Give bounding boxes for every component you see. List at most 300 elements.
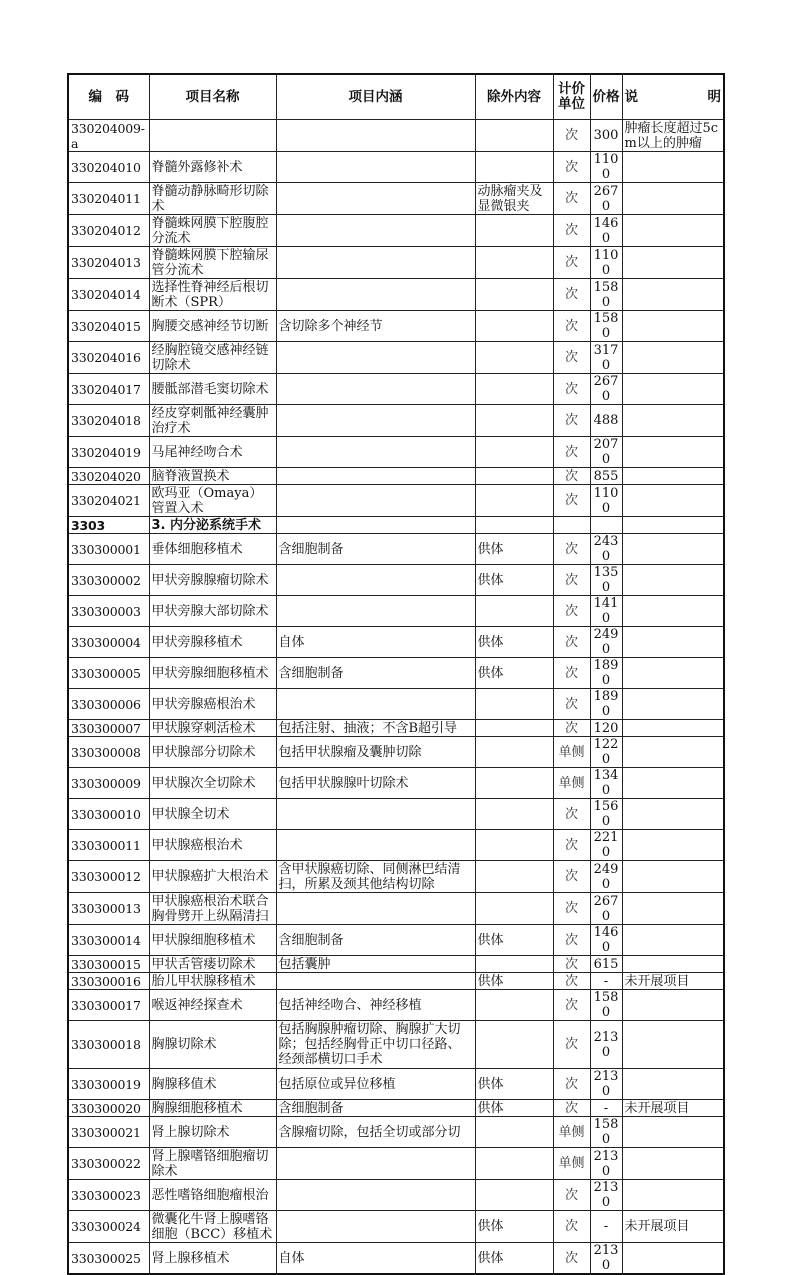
unit-cell: 次 — [553, 374, 590, 405]
code-cell: 330300014 — [68, 925, 149, 956]
code-cell: 330300017 — [68, 990, 149, 1021]
note-cell: 未开展项目 — [622, 1211, 724, 1243]
excluded-cell — [475, 374, 553, 405]
price-table — [67, 73, 725, 1275]
content-cell — [276, 830, 475, 861]
price-cell: 2130 — [590, 1148, 622, 1180]
table-row — [68, 596, 724, 627]
code-cell: 330300011 — [68, 830, 149, 861]
excluded-cell: 供体 — [475, 973, 553, 990]
price-cell: 1580 — [590, 279, 622, 311]
price-cell: 2130 — [590, 1069, 622, 1100]
note-cell — [622, 830, 724, 861]
code-cell: 330300020 — [68, 1100, 149, 1117]
table-row — [68, 374, 724, 405]
content-cell: 含甲状腺癌切除、同侧淋巴结清扫，所累及颈其他结构切除 — [276, 861, 475, 893]
excluded-cell — [475, 311, 553, 342]
table-row — [68, 342, 724, 374]
table-row — [68, 534, 724, 565]
note-cell — [622, 311, 724, 342]
unit-cell: 次 — [553, 1180, 590, 1211]
unit-cell: 次 — [553, 183, 590, 215]
excluded-cell: 供体 — [475, 534, 553, 565]
price-cell: 2670 — [590, 893, 622, 925]
note-cell — [622, 342, 724, 374]
code-cell: 330300010 — [68, 799, 149, 830]
price-cell: 2070 — [590, 437, 622, 468]
note-cell — [622, 768, 724, 799]
note-cell — [622, 183, 724, 215]
content-cell: 含细胞制备 — [276, 658, 475, 689]
name-cell: 脊髓蛛网膜下腔腹腔分流术 — [149, 215, 276, 247]
unit-cell: 次 — [553, 1243, 590, 1275]
note-cell — [622, 517, 724, 534]
content-cell — [276, 342, 475, 374]
note-cell — [622, 215, 724, 247]
name-cell: 甲状旁腺大部切除术 — [149, 596, 276, 627]
table-row — [68, 1148, 724, 1180]
table-body — [68, 120, 724, 1275]
content-cell — [276, 1180, 475, 1211]
note-cell — [622, 1021, 724, 1069]
note-cell — [622, 596, 724, 627]
header-note-left: 说 — [624, 88, 638, 105]
name-cell: 甲状舌管瘘切除术 — [149, 956, 276, 973]
code-cell: 330204015 — [68, 311, 149, 342]
excluded-cell — [475, 405, 553, 437]
code-cell: 330300006 — [68, 689, 149, 720]
table-row — [68, 485, 724, 517]
price-cell: 1350 — [590, 565, 622, 596]
content-cell — [276, 215, 475, 247]
unit-cell: 次 — [553, 311, 590, 342]
excluded-cell — [475, 215, 553, 247]
unit-cell: 次 — [553, 342, 590, 374]
content-cell: 包括甲状腺腺叶切除术 — [276, 768, 475, 799]
excluded-cell: 供体 — [475, 925, 553, 956]
excluded-cell — [475, 279, 553, 311]
price-cell: - — [590, 1211, 622, 1243]
excluded-cell — [475, 737, 553, 768]
note-cell — [622, 893, 724, 925]
note-cell — [622, 565, 724, 596]
content-cell — [276, 893, 475, 925]
content-cell — [276, 596, 475, 627]
note-cell — [622, 627, 724, 658]
price-cell: 1460 — [590, 215, 622, 247]
code-cell: 330300023 — [68, 1180, 149, 1211]
code-cell: 330204021 — [68, 485, 149, 517]
name-cell: 胸腺细胞移植术 — [149, 1100, 276, 1117]
note-cell — [622, 374, 724, 405]
note-cell — [622, 247, 724, 279]
excluded-cell — [475, 1021, 553, 1069]
code-cell: 330300015 — [68, 956, 149, 973]
code-cell: 330204020 — [68, 468, 149, 485]
unit-cell: 单侧 — [553, 737, 590, 768]
price-cell: 1890 — [590, 658, 622, 689]
note-cell — [622, 1148, 724, 1180]
price-cell: 1340 — [590, 768, 622, 799]
content-cell — [276, 799, 475, 830]
table-row — [68, 437, 724, 468]
note-cell — [622, 534, 724, 565]
table-row — [68, 152, 724, 183]
table-row — [68, 627, 724, 658]
table-row — [68, 183, 724, 215]
excluded-cell — [475, 468, 553, 485]
excluded-cell — [475, 893, 553, 925]
table-row — [68, 247, 724, 279]
excluded-cell — [475, 342, 553, 374]
price-cell: 1460 — [590, 925, 622, 956]
content-cell: 含切除多个神经节 — [276, 311, 475, 342]
note-cell — [622, 861, 724, 893]
table-row — [68, 565, 724, 596]
table-row — [68, 1211, 724, 1243]
content-cell: 包括胸腺肿瘤切除、胸腺扩大切除；包括经胸骨正中切口径路、经颈部横切口手术 — [276, 1021, 475, 1069]
code-cell: 330300013 — [68, 893, 149, 925]
code-cell: 330204013 — [68, 247, 149, 279]
excluded-cell: 供体 — [475, 627, 553, 658]
excluded-cell: 供体 — [475, 1243, 553, 1275]
excluded-cell: 供体 — [475, 565, 553, 596]
price-cell: 2490 — [590, 861, 622, 893]
note-cell — [622, 437, 724, 468]
table-row — [68, 658, 724, 689]
name-cell: 肾上腺移植术 — [149, 1243, 276, 1275]
excluded-cell — [475, 720, 553, 737]
header-note-right: 明 — [707, 88, 721, 105]
note-cell — [622, 990, 724, 1021]
note-cell: 肿瘤长度超过5cm以上的肿瘤 — [622, 120, 724, 152]
name-cell: 甲状旁腺移植术 — [149, 627, 276, 658]
unit-cell: 次 — [553, 893, 590, 925]
note-cell: 未开展项目 — [622, 1100, 724, 1117]
table-row — [68, 925, 724, 956]
excluded-cell: 供体 — [475, 1211, 553, 1243]
content-cell — [276, 279, 475, 311]
content-cell — [276, 689, 475, 720]
price-cell: 1410 — [590, 596, 622, 627]
content-cell: 含细胞制备 — [276, 925, 475, 956]
content-cell — [276, 247, 475, 279]
excluded-cell — [475, 517, 553, 534]
excluded-cell — [475, 247, 553, 279]
content-cell — [276, 437, 475, 468]
name-cell: 胸腰交感神经节切断 — [149, 311, 276, 342]
price-cell: 1580 — [590, 311, 622, 342]
code-cell: 330300024 — [68, 1211, 149, 1243]
note-cell — [622, 152, 724, 183]
table-row — [68, 120, 724, 152]
table-row — [68, 468, 724, 485]
price-cell — [590, 517, 622, 534]
excluded-cell — [475, 1148, 553, 1180]
price-cell: 3170 — [590, 342, 622, 374]
name-cell: 甲状腺部分切除术 — [149, 737, 276, 768]
header-excluded: 除外内容 — [475, 74, 553, 120]
unit-cell: 次 — [553, 658, 590, 689]
price-cell: - — [590, 1100, 622, 1117]
unit-cell: 次 — [553, 973, 590, 990]
table-row — [68, 1069, 724, 1100]
price-cell: 300 — [590, 120, 622, 152]
unit-cell: 次 — [553, 534, 590, 565]
name-cell: 甲状腺次全切除术 — [149, 768, 276, 799]
unit-cell: 次 — [553, 990, 590, 1021]
table-row — [68, 1180, 724, 1211]
table-row — [68, 1100, 724, 1117]
note-cell — [622, 468, 724, 485]
name-cell: 微囊化牛肾上腺嗜铬细胞（BCC）移植术 — [149, 1211, 276, 1243]
note-cell — [622, 485, 724, 517]
price-cell: 2130 — [590, 1180, 622, 1211]
name-cell: 甲状旁腺细胞移植术 — [149, 658, 276, 689]
unit-cell: 单侧 — [553, 1117, 590, 1148]
content-cell: 包括神经吻合、神经移植 — [276, 990, 475, 1021]
name-cell: 经胸腔镜交感神经链切除术 — [149, 342, 276, 374]
table-row — [68, 689, 724, 720]
name-cell: 腰骶部潜毛窦切除术 — [149, 374, 276, 405]
unit-cell: 次 — [553, 720, 590, 737]
price-cell: 1580 — [590, 1117, 622, 1148]
content-cell: 自体 — [276, 627, 475, 658]
excluded-cell — [475, 1180, 553, 1211]
name-cell: 经皮穿刺骶神经囊肿治疗术 — [149, 405, 276, 437]
code-cell: 330204011 — [68, 183, 149, 215]
unit-cell: 次 — [553, 596, 590, 627]
table-row — [68, 861, 724, 893]
table-row — [68, 799, 724, 830]
name-cell: 选择性脊神经后根切断术（SPR） — [149, 279, 276, 311]
table-row — [68, 893, 724, 925]
content-cell: 包括囊肿 — [276, 956, 475, 973]
code-cell: 330204012 — [68, 215, 149, 247]
name-cell: 欧玛亚（Omaya）管置入术 — [149, 485, 276, 517]
content-cell: 包括注射、抽液；不含B超引导 — [276, 720, 475, 737]
unit-cell: 单侧 — [553, 768, 590, 799]
note-cell — [622, 1069, 724, 1100]
excluded-cell: 供体 — [475, 658, 553, 689]
price-cell: 2670 — [590, 183, 622, 215]
name-cell — [149, 120, 276, 152]
name-cell: 甲状腺癌根治术联合胸骨劈开上纵隔清扫 — [149, 893, 276, 925]
note-cell — [622, 405, 724, 437]
section-row — [68, 517, 724, 534]
code-cell: 330300008 — [68, 737, 149, 768]
note-cell — [622, 1243, 724, 1275]
unit-cell: 次 — [553, 627, 590, 658]
unit-cell: 次 — [553, 215, 590, 247]
note-cell — [622, 1117, 724, 1148]
code-cell: 330300001 — [68, 534, 149, 565]
name-cell: 胸腺移值术 — [149, 1069, 276, 1100]
header-name: 项目名称 — [149, 74, 276, 120]
name-cell: 甲状腺穿刺活检术 — [149, 720, 276, 737]
content-cell: 含细胞制备 — [276, 534, 475, 565]
unit-cell: 次 — [553, 437, 590, 468]
code-cell: 330204010 — [68, 152, 149, 183]
table-row — [68, 720, 724, 737]
price-cell: 2130 — [590, 1021, 622, 1069]
excluded-cell — [475, 830, 553, 861]
table-row — [68, 737, 724, 768]
price-cell: 1220 — [590, 737, 622, 768]
content-cell — [276, 485, 475, 517]
unit-cell: 次 — [553, 1069, 590, 1100]
code-cell: 330204019 — [68, 437, 149, 468]
name-cell: 脑脊液置换术 — [149, 468, 276, 485]
note-cell — [622, 956, 724, 973]
unit-cell: 次 — [553, 925, 590, 956]
unit-cell — [553, 517, 590, 534]
note-cell — [622, 737, 724, 768]
note-cell — [622, 658, 724, 689]
name-cell: 甲状旁腺腺瘤切除术 — [149, 565, 276, 596]
unit-cell: 单侧 — [553, 1148, 590, 1180]
code-cell: 330300009 — [68, 768, 149, 799]
name-cell: 脊髓外露修补术 — [149, 152, 276, 183]
name-cell: 甲状腺癌根治术 — [149, 830, 276, 861]
code-cell: 330300003 — [68, 596, 149, 627]
excluded-cell: 动脉瘤夹及显微银夹 — [475, 183, 553, 215]
header-note — [622, 74, 724, 120]
note-cell — [622, 1180, 724, 1211]
unit-cell: 次 — [553, 799, 590, 830]
price-cell: 2670 — [590, 374, 622, 405]
price-cell: 1560 — [590, 799, 622, 830]
excluded-cell — [475, 152, 553, 183]
name-cell: 甲状旁腺癌根治术 — [149, 689, 276, 720]
excluded-cell: 供体 — [475, 1100, 553, 1117]
price-cell: 2210 — [590, 830, 622, 861]
code-cell: 330204016 — [68, 342, 149, 374]
excluded-cell — [475, 799, 553, 830]
code-cell: 330300021 — [68, 1117, 149, 1148]
unit-cell: 次 — [553, 1100, 590, 1117]
content-cell — [276, 1148, 475, 1180]
note-cell — [622, 925, 724, 956]
header-row — [68, 74, 724, 120]
price-cell: 1100 — [590, 247, 622, 279]
unit-cell: 次 — [553, 1021, 590, 1069]
content-cell — [276, 468, 475, 485]
name-cell: 喉返神经探查术 — [149, 990, 276, 1021]
code-cell: 330300007 — [68, 720, 149, 737]
price-cell: 1580 — [590, 990, 622, 1021]
price-cell: 1100 — [590, 152, 622, 183]
excluded-cell — [475, 437, 553, 468]
unit-cell: 次 — [553, 120, 590, 152]
price-cell: 488 — [590, 405, 622, 437]
unit-cell: 次 — [553, 830, 590, 861]
code-cell: 330300016 — [68, 973, 149, 990]
table-row — [68, 1243, 724, 1275]
excluded-cell — [475, 120, 553, 152]
note-cell — [622, 279, 724, 311]
price-cell: 1890 — [590, 689, 622, 720]
excluded-cell — [475, 1117, 553, 1148]
excluded-cell — [475, 861, 553, 893]
code-cell: 330204017 — [68, 374, 149, 405]
name-cell: 垂体细胞移植术 — [149, 534, 276, 565]
content-cell — [276, 565, 475, 596]
code-cell: 330300018 — [68, 1021, 149, 1069]
unit-cell: 次 — [553, 861, 590, 893]
table-row — [68, 990, 724, 1021]
table-row — [68, 830, 724, 861]
header-unit: 计价单位 — [553, 74, 590, 120]
name-cell: 肾上腺嗜铬细胞瘤切除术 — [149, 1148, 276, 1180]
excluded-cell — [475, 956, 553, 973]
header-content: 项目内涵 — [276, 74, 475, 120]
code-cell: 330300025 — [68, 1243, 149, 1275]
name-cell: 胸腺切除术 — [149, 1021, 276, 1069]
name-cell: 脊髓蛛网膜下腔输尿管分流术 — [149, 247, 276, 279]
content-cell — [276, 374, 475, 405]
unit-cell: 次 — [553, 279, 590, 311]
note-cell — [622, 689, 724, 720]
price-cell: 120 — [590, 720, 622, 737]
price-cell: 2130 — [590, 1243, 622, 1275]
table-row — [68, 973, 724, 990]
name-cell: 恶性嗜铬细胞瘤根治 — [149, 1180, 276, 1211]
code-cell: 330204014 — [68, 279, 149, 311]
header-code: 编 码 — [68, 74, 149, 120]
unit-cell: 次 — [553, 956, 590, 973]
content-cell — [276, 120, 475, 152]
excluded-cell — [475, 990, 553, 1021]
code-cell: 330204018 — [68, 405, 149, 437]
content-cell: 含细胞制备 — [276, 1100, 475, 1117]
code-cell: 330300012 — [68, 861, 149, 893]
code-cell: 3303 — [68, 517, 149, 534]
price-cell: 615 — [590, 956, 622, 973]
table-row — [68, 956, 724, 973]
note-cell — [622, 799, 724, 830]
name-cell: 甲状腺癌扩大根治术 — [149, 861, 276, 893]
unit-cell: 次 — [553, 468, 590, 485]
unit-cell: 次 — [553, 247, 590, 279]
price-cell: - — [590, 973, 622, 990]
content-cell: 含腺瘤切除，包括全切或部分切 — [276, 1117, 475, 1148]
name-cell: 胎儿甲状腺移植术 — [149, 973, 276, 990]
table-row — [68, 768, 724, 799]
excluded-cell — [475, 689, 553, 720]
content-cell: 包括甲状腺瘤及囊肿切除 — [276, 737, 475, 768]
content-cell: 自体 — [276, 1243, 475, 1275]
table-row — [68, 279, 724, 311]
content-cell — [276, 1211, 475, 1243]
price-cell: 2430 — [590, 534, 622, 565]
code-cell: 330204009-a — [68, 120, 149, 152]
code-cell: 330300019 — [68, 1069, 149, 1100]
excluded-cell — [475, 485, 553, 517]
content-cell — [276, 152, 475, 183]
unit-cell: 次 — [553, 405, 590, 437]
note-cell — [622, 720, 724, 737]
table-row — [68, 1117, 724, 1148]
note-cell: 未开展项目 — [622, 973, 724, 990]
unit-cell: 次 — [553, 1211, 590, 1243]
table-row — [68, 1021, 724, 1069]
code-cell: 330300005 — [68, 658, 149, 689]
code-cell: 330300022 — [68, 1148, 149, 1180]
content-cell — [276, 517, 475, 534]
name-cell: 甲状腺细胞移植术 — [149, 925, 276, 956]
excluded-cell — [475, 768, 553, 799]
